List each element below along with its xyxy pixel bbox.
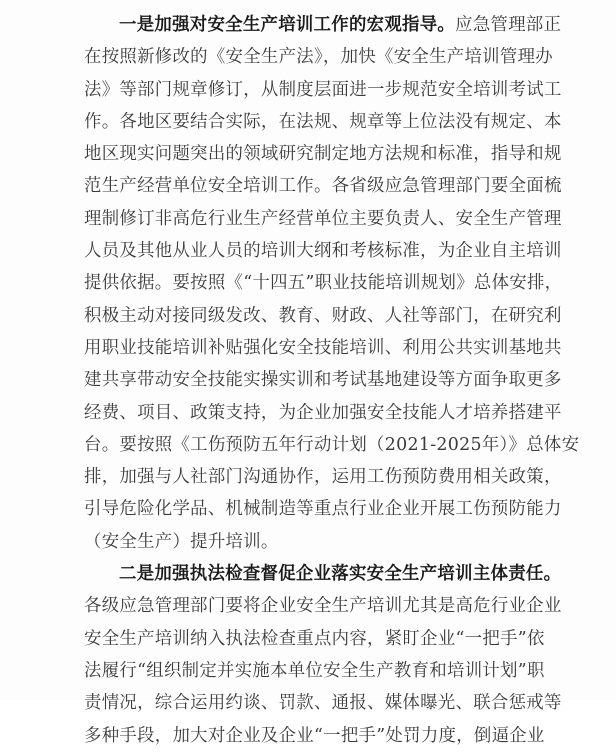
paragraph-2-line: 法履行“组织制定并实施本单位安全生产教育和培训计划”职: [84, 660, 545, 681]
paragraph-2: [84, 558, 562, 752]
paragraph-1-line: 法》等部门规章修订，从制度层面进一步规范安全培训考试工: [84, 79, 562, 100]
paragraph-1-line: 作。各地区要结合实际，在法规、规章等上位法没有规定、本: [84, 111, 562, 132]
paragraph-1-line: 地区现实问题突出的领域研究制定地方法规和标准，指导和规: [84, 144, 562, 165]
paragraph-1-line: 在按照新修改的《安全生产法》，加快《安全生产培训管理办: [84, 47, 553, 68]
paragraph-1-line: 范生产经营单位安全培训工作。各省级应急管理部门要全面梳: [84, 176, 562, 197]
paragraph-2-line: 安全生产培训纳入执法检查重点内容，紧盯企业“一把手”依: [84, 628, 545, 649]
paragraph-2-heading: 二是加强执法检查督促企业落实安全生产培训主体责任。: [119, 564, 562, 585]
paragraph-1-line-1-text: 应急管理部正: [455, 15, 562, 35]
paragraph-1-line: 排，加强与人社部门沟通协作，运用工伤预防费用相关政策，: [84, 467, 562, 488]
paragraph-1-line: 台。要按照《工伤预防五年行动计划（2021-2025年）》总体安: [84, 434, 580, 455]
paragraph-1-line: 引导危险化学品、机械制造等重点行业企业开展工伤预防能力: [84, 499, 562, 520]
paragraph-1-line: 理制修订非高危行业生产经营单位主要负责人、安全生产管理: [84, 208, 562, 229]
paragraph-2-line: 各级应急管理部门要将企业安全生产培训尤其是高危行业企业: [84, 596, 562, 617]
paragraph-2-line: 多种手段，加大对企业及企业“一把手”处罚力度，倒逼企业: [84, 725, 545, 746]
paragraph-1-line: 提供依据。要按照《“十四五”职业技能培训规划》总体安排，: [84, 273, 563, 294]
paragraph-1-line: 用职业技能培训补贴强化安全技能培训、利用公共实训基地共: [84, 337, 562, 358]
paragraph-1-line: 人员及其他从业人员的培训大纲和考核标准，为企业自主培训: [84, 241, 562, 262]
paragraph-1-line: 建共享带动安全技能实操实训和考试基地建设等方面争取更多: [84, 370, 562, 391]
paragraph-1-line: （安全生产）提升培训。: [84, 531, 279, 552]
paragraph-2-heading-line: [84, 558, 562, 590]
paragraph-1: [84, 9, 580, 558]
paragraph-1-heading: 一是加强对安全生产培训工作的宏观指导。: [119, 15, 456, 35]
paragraph-1-line-1: [84, 9, 562, 41]
paragraph-2-line: 责情况，综合运用约谈、罚款、通报、媒体曝光、联合惩戒等: [84, 693, 562, 714]
paragraph-1-line: 经费、项目、政策支持，为企业加强安全技能人才培养搭建平: [84, 402, 562, 423]
paragraph-1-line: 积极主动对接同级发改、教育、财政、人社等部门，在研究利: [84, 305, 562, 326]
